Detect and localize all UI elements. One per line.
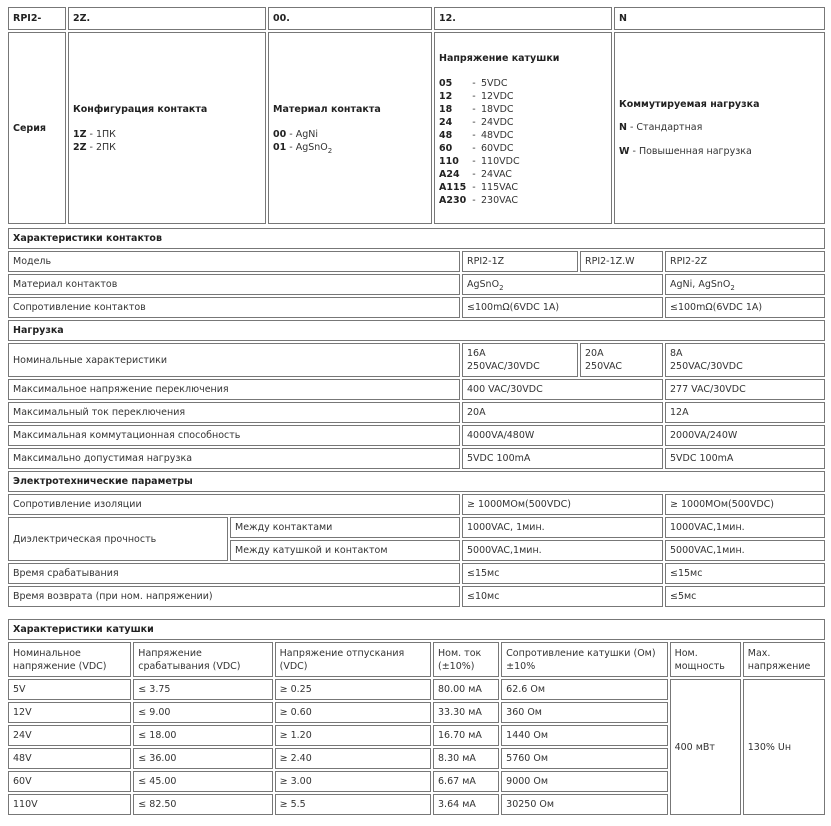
cell-value: 4000VA/480W: [462, 425, 663, 446]
coil-voltage-item: 05 - 5VDC: [439, 77, 508, 89]
coil-voltage-item: A230 - 230VAC: [439, 194, 518, 206]
code-config: 2Z.: [68, 7, 266, 30]
cell-dropout: ≥ 2.40: [275, 748, 431, 769]
section-title: Характеристики катушки: [8, 619, 825, 640]
cell-nominal: 110V: [8, 794, 131, 815]
cell-value: RPI2-1Z: [462, 251, 578, 272]
cell-value: 12A: [665, 402, 825, 423]
cell-value: 277 VAC/30VDC: [665, 379, 825, 400]
section-title: Характеристики контактов: [8, 228, 825, 249]
cell-value: 5VDC 100mA: [665, 448, 825, 469]
row-label: Модель: [8, 251, 460, 272]
code-load: N: [614, 7, 825, 30]
coil-voltage-item: 110 - 110VDC: [439, 155, 520, 167]
contact-config-cell: [68, 32, 266, 224]
cell-resistance: 9000 Ом: [501, 771, 667, 792]
cell-nominal: 5V: [8, 679, 131, 700]
cell-power: 400 мВт: [670, 679, 741, 815]
row-label: Время срабатывания: [8, 563, 460, 584]
cell-value: 5000VAC,1мин.: [665, 540, 825, 561]
coil-table: [6, 617, 827, 817]
row-label: Диэлектрическая прочность: [8, 517, 228, 561]
row-label: Сопротивление контактов: [8, 297, 460, 318]
material-cell: [268, 32, 432, 224]
cell-value: RPI2-2Z: [665, 251, 825, 272]
cell-resistance: 5760 Ом: [501, 748, 667, 769]
coil-voltage-item: A24 - 24VAC: [439, 168, 512, 180]
cell-current: 16.70 мА: [433, 725, 499, 746]
section-title: Нагрузка: [8, 320, 825, 341]
row-sublabel: Между контактами: [230, 517, 460, 538]
cell-pickup: ≤ 45.00: [133, 771, 272, 792]
cell-value: 5000VAC,1мин.: [462, 540, 663, 561]
row-label: Время возврата (при ном. напряжении): [8, 586, 460, 607]
code-series: RPI2-: [8, 7, 66, 30]
cell-resistance: 1440 Ом: [501, 725, 667, 746]
col-header: Напряжение отпускания (VDC): [275, 642, 431, 677]
cell-pickup: ≤ 36.00: [133, 748, 272, 769]
cell-maxv: 130% Uн: [743, 679, 825, 815]
cell-resistance: 30250 Ом: [501, 794, 667, 815]
row-label: Максимальная коммутационная способность: [8, 425, 460, 446]
cell-nominal: 60V: [8, 771, 131, 792]
cell-current: 3.64 мА: [433, 794, 499, 815]
load-item: N - Стандартная: [619, 122, 703, 133]
cell-dropout: ≥ 5.5: [275, 794, 431, 815]
cell-value: ≤15мс: [665, 563, 825, 584]
coil-voltage-item: A115 - 115VAC: [439, 181, 518, 193]
col-header: Номинальное напряжение (VDC): [8, 642, 131, 677]
load-cell: [614, 32, 825, 224]
cell-value: 5VDC 100mA: [462, 448, 663, 469]
cell-pickup: ≤ 3.75: [133, 679, 272, 700]
row-label: Сопротивление изоляции: [8, 494, 460, 515]
cell-value: ≤5мс: [665, 586, 825, 607]
coil-voltage-item: 12 - 12VDC: [439, 90, 514, 102]
cell-value: 16A 250VAC/30VDC: [462, 343, 578, 377]
cell-resistance: 62.6 Ом: [501, 679, 667, 700]
cell-value: ≥ 1000MOм(500VDC): [462, 494, 663, 515]
contact-config-title: Конфигурация контакта: [73, 103, 208, 115]
cell-value: ≤10мс: [462, 586, 663, 607]
material-title: Материал контакта: [273, 103, 381, 115]
ordering-code-table: [6, 5, 827, 226]
config-item: 2Z - 2ПК: [73, 141, 116, 153]
cell-value: 20A: [462, 402, 663, 423]
cell-current: 6.67 мА: [433, 771, 499, 792]
cell-value: 1000VAC,1мин.: [665, 517, 825, 538]
cell-current: 80.00 мА: [433, 679, 499, 700]
cell-current: 8.30 мА: [433, 748, 499, 769]
cell-value: ≥ 1000MOм(500VDC): [665, 494, 825, 515]
specs-table: [6, 226, 827, 609]
cell-dropout: ≥ 0.25: [275, 679, 431, 700]
cell-nominal: 48V: [8, 748, 131, 769]
coil-voltage-title: Напряжение катушки: [439, 52, 560, 64]
row-label: Максимальный ток переключения: [8, 402, 460, 423]
col-header: Напряжение срабатывания (VDC): [133, 642, 272, 677]
coil-voltage-item: 18 - 18VDC: [439, 103, 514, 115]
col-header: Ном. ток (±10%): [433, 642, 499, 677]
cell-dropout: ≥ 3.00: [275, 771, 431, 792]
cell-value: 20A 250VAC: [580, 343, 663, 377]
code-coil: 12.: [434, 7, 612, 30]
row-label: Максимально допустимая нагрузка: [8, 448, 460, 469]
cell-value: AgNi, AgSnO$_2$: [665, 274, 825, 295]
material-item: 01 - AgSnO$_2$: [273, 141, 333, 155]
cell-value: 1000VAC, 1мин.: [462, 517, 663, 538]
cell-nominal: 24V: [8, 725, 131, 746]
coil-voltage-item: 48 - 48VDC: [439, 129, 514, 141]
row-label: Номинальные характеристики: [8, 343, 460, 377]
col-header: Max. напряжение: [743, 642, 825, 677]
cell-value: ≤100mΩ(6VDC 1A): [665, 297, 825, 318]
cell-value: ≤100mΩ(6VDC 1A): [462, 297, 663, 318]
cell-pickup: ≤ 82.50: [133, 794, 272, 815]
cell-value: 8A 250VAC/30VDC: [665, 343, 825, 377]
section-title: Электротехнические параметры: [8, 471, 825, 492]
cell-value: RPI2-1Z.W: [580, 251, 663, 272]
cell-pickup: ≤ 18.00: [133, 725, 272, 746]
cell-nominal: 12V: [8, 702, 131, 723]
coil-voltage-item: 24 - 24VDC: [439, 116, 514, 128]
cell-dropout: ≥ 0.60: [275, 702, 431, 723]
cell-value: 2000VA/240W: [665, 425, 825, 446]
code-material: 00.: [268, 7, 432, 30]
coil-voltage-item: 60 - 60VDC: [439, 142, 514, 154]
load-title: Коммутируемая нагрузка: [619, 99, 760, 110]
col-header: Сопротивление катушки (Ом) ±10%: [501, 642, 667, 677]
cell-value: ≤15мс: [462, 563, 663, 584]
cell-value: 400 VAC/30VDC: [462, 379, 663, 400]
load-item: W - Повышенная нагрузка: [619, 146, 752, 157]
cell-pickup: ≤ 9.00: [133, 702, 272, 723]
cell-current: 33.30 мА: [433, 702, 499, 723]
cell-dropout: ≥ 1.20: [275, 725, 431, 746]
cell-resistance: 360 Ом: [501, 702, 667, 723]
config-item: 1Z - 1ПК: [73, 128, 116, 140]
series-label: Серия: [8, 32, 66, 224]
col-header: Ном. мощность: [670, 642, 741, 677]
cell-value: AgSnO$_2$: [462, 274, 663, 295]
table-row: [8, 679, 825, 700]
material-item: 00 - AgNi: [273, 128, 318, 140]
row-sublabel: Между катушкой и контактом: [230, 540, 460, 561]
row-label: Материал контактов: [8, 274, 460, 295]
row-label: Максимальное напряжение переключения: [8, 379, 460, 400]
coil-voltage-cell: [434, 32, 612, 224]
